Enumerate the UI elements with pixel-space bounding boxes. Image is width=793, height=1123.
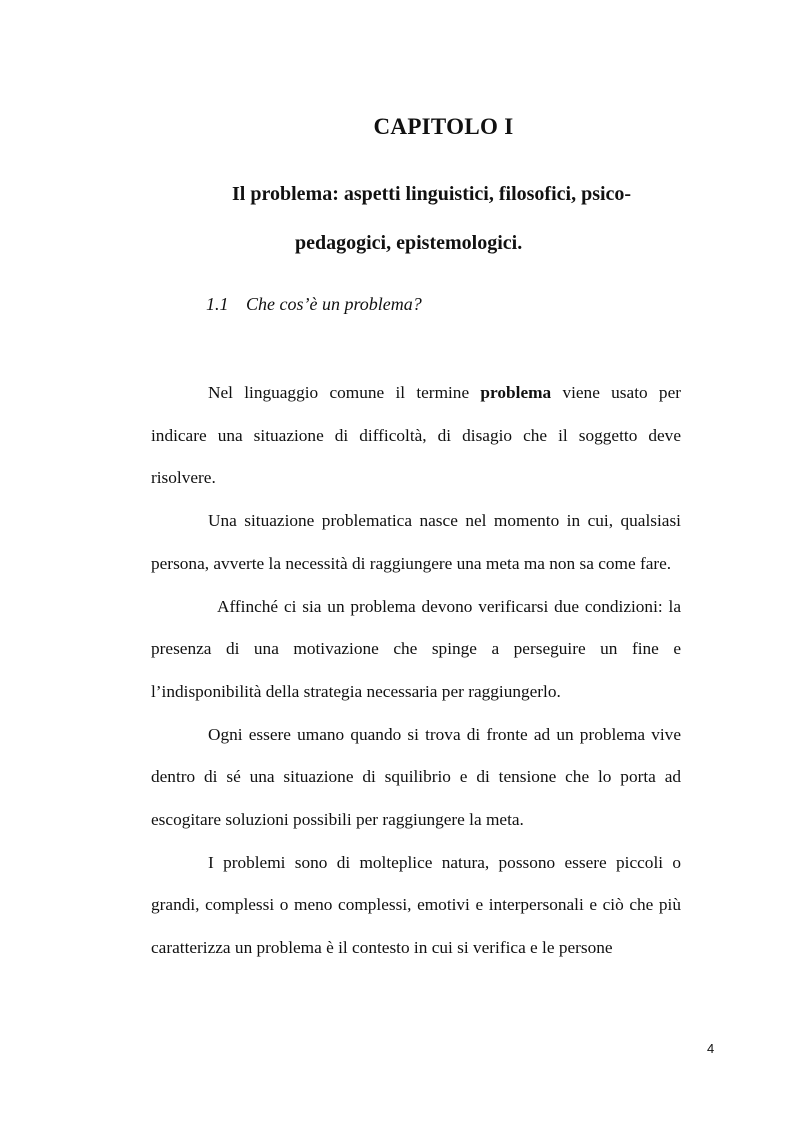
section-number: 1.1 <box>206 294 229 314</box>
paragraph-1-text-start: Nel linguaggio comune il termine <box>208 383 481 402</box>
paragraph-1 <box>151 372 681 500</box>
paragraph-4: Ogni essere umano quando si trova di fronte ad un problema vive dentro di sé una situazione di squilibrio e di tensione che lo porta ad escogitare soluzioni possibili per raggiungere la meta. <box>151 724 681 830</box>
paragraph-2: Una situazione problematica nasce nel momento in cui, qualsiasi persona, avverte la necessità di raggiungere una meta ma non sa come fare. <box>151 511 681 573</box>
body-text <box>151 372 681 970</box>
chapter-subtitle-line-2: pedagogici, epistemologici. <box>295 232 523 254</box>
chapter-subtitle-line-1: Il problema: aspetti linguistici, filosofici, psico- <box>232 183 632 205</box>
section-heading <box>206 294 422 315</box>
paragraph-5: I problemi sono di molteplice natura, possono essere piccoli o grandi, complessi o meno complessi, emotivi e interpersonali e ciò che più caratterizza un problema è il contesto in cui si verifica e le persone <box>151 852 681 958</box>
page-number: 4 <box>707 1041 715 1056</box>
paragraph-1-text-end: viene usato per indicare una situazione di difficoltà, di disagio che il soggetto deve risolvere. <box>151 383 681 488</box>
paragraph-1-bold-term: problema <box>480 383 552 402</box>
chapter-title: CAPITOLO I <box>373 114 514 139</box>
section-title: Che cos’è un problema? <box>246 294 422 314</box>
paragraph-3: Affinché ci sia un problema devono verificarsi due condizioni: la presenza di una motivazione che spinge a perseguire un fine e l’indisponibilità della strategia necessaria per raggiungerlo. <box>151 596 681 701</box>
